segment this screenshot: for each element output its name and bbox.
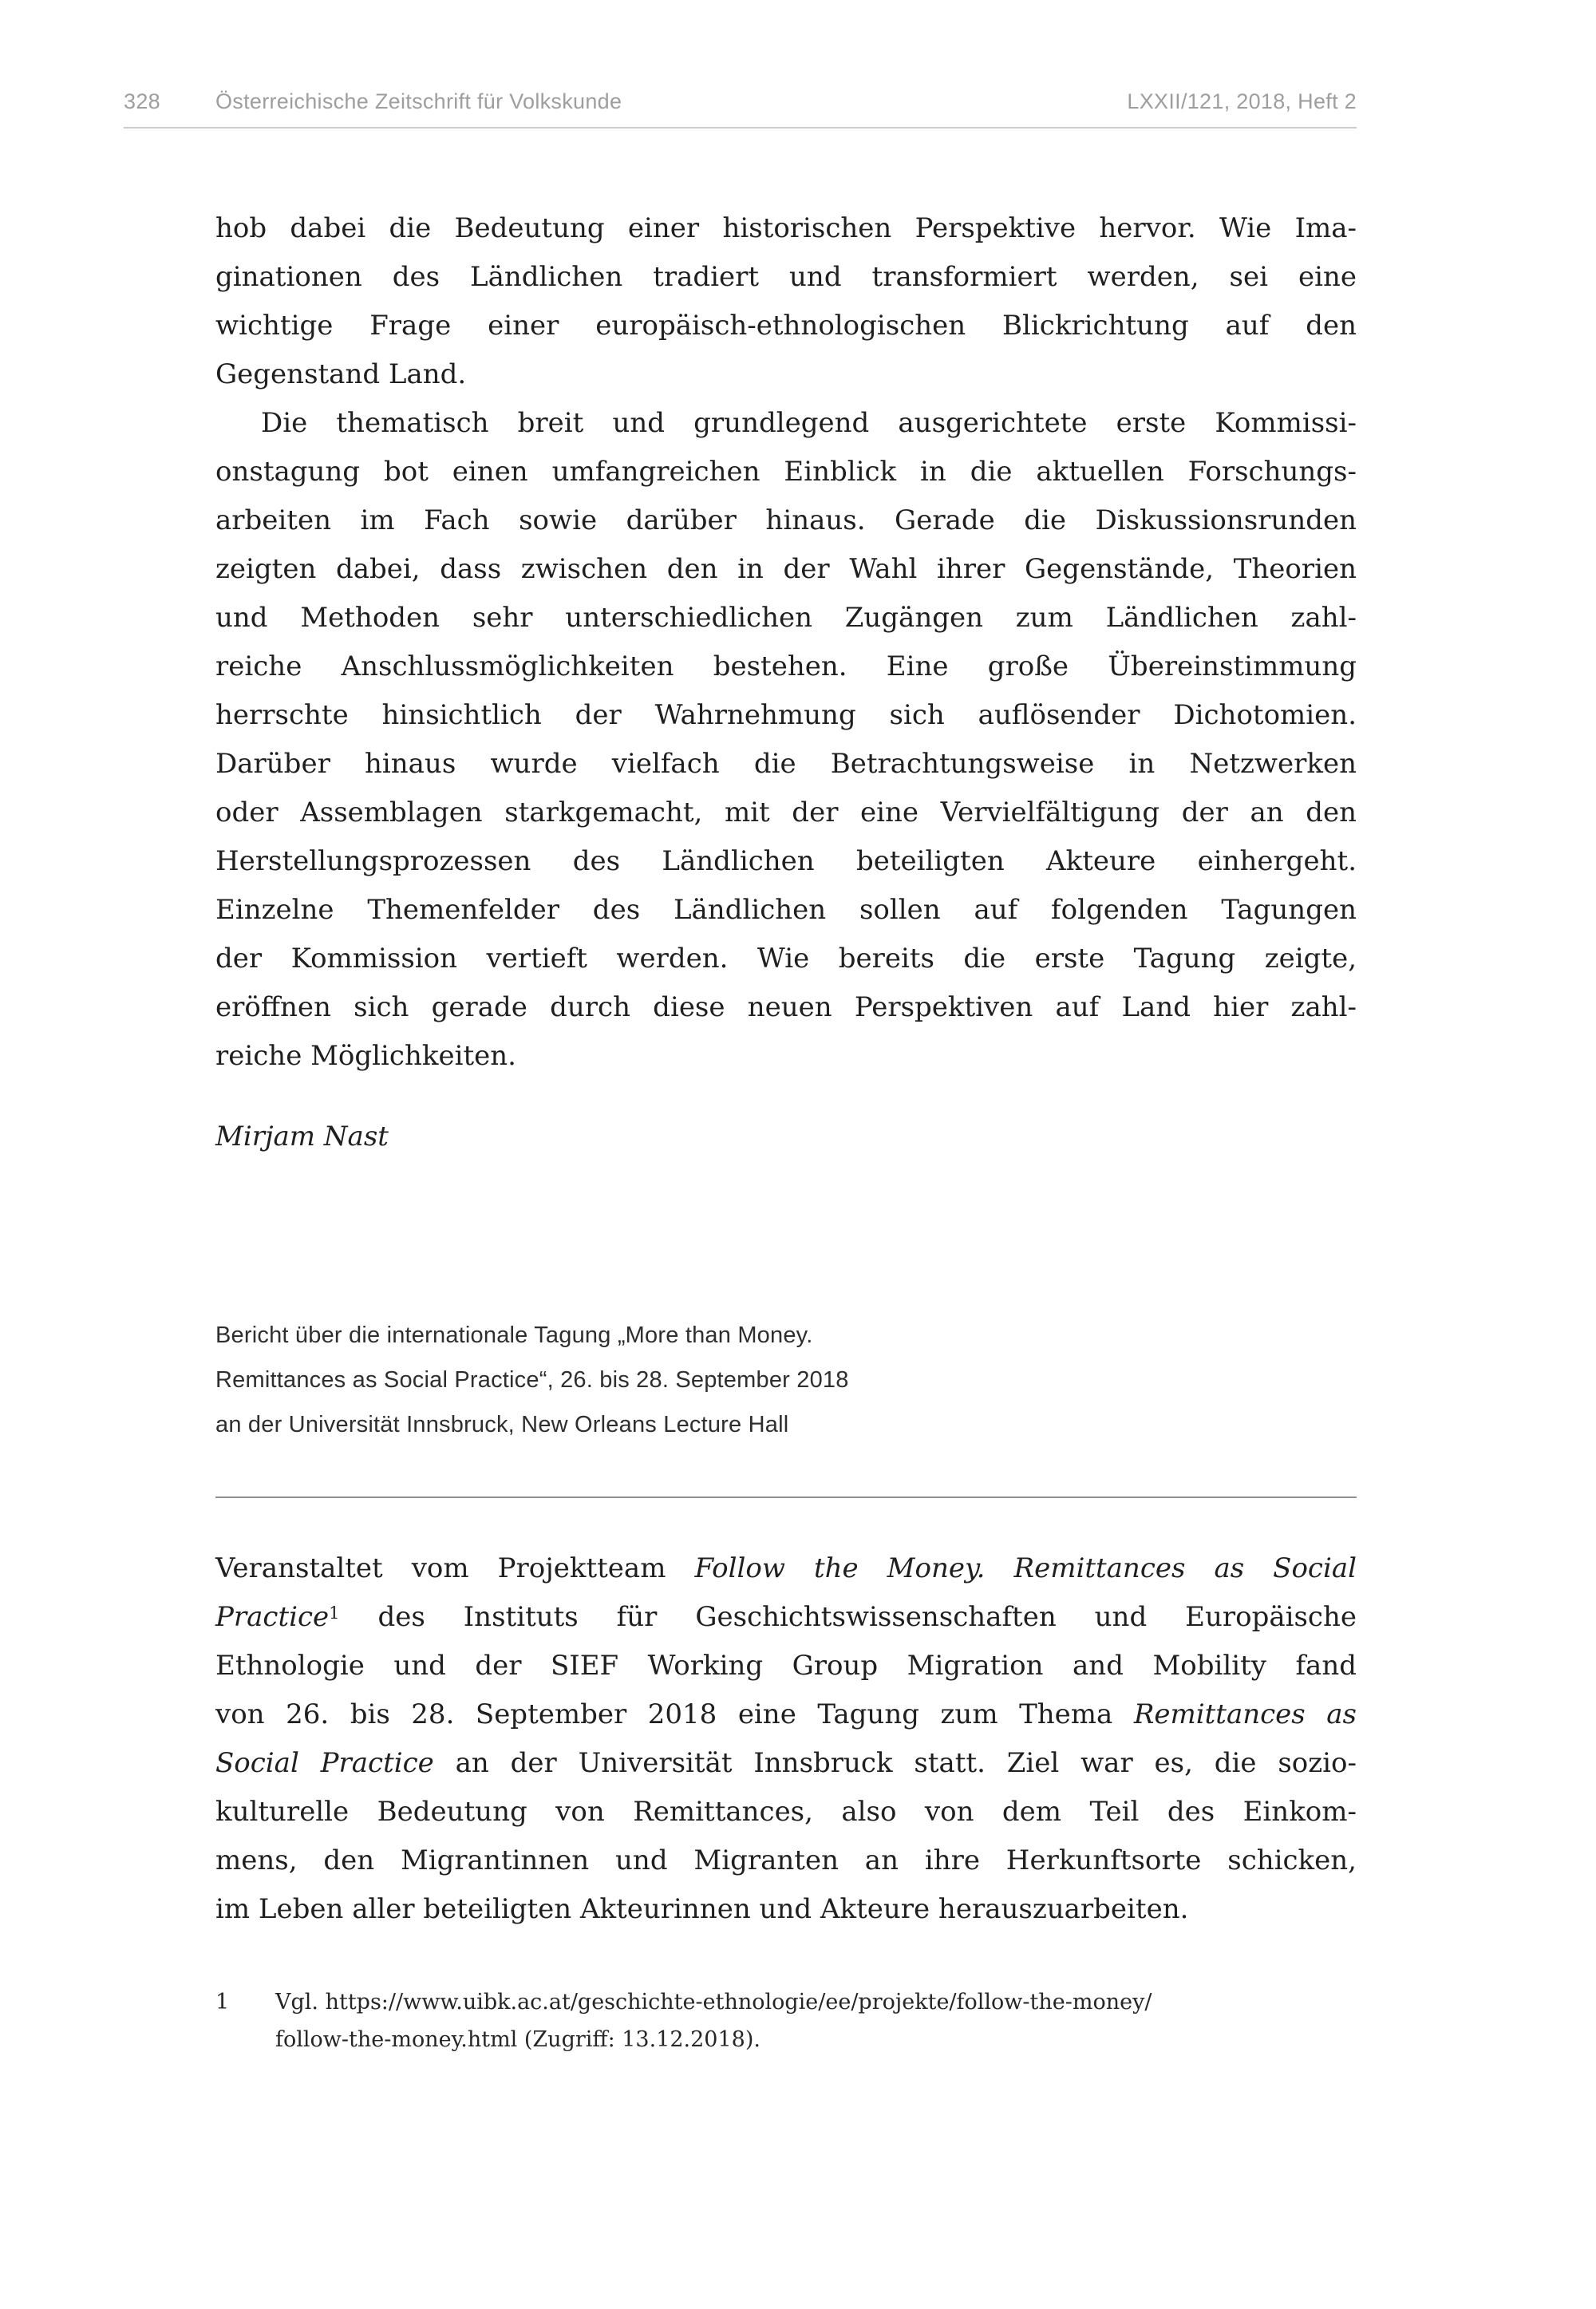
heading-line: an der Universität Innsbruck, New Orleans Lecture Hall	[215, 1412, 789, 1437]
text-segment: der Kommission vertieft werden. Wie bereits die erste Tagung zeigte,	[215, 943, 1357, 975]
text-line	[215, 253, 1357, 302]
text-line	[215, 1593, 1357, 1642]
footnote	[215, 1983, 1357, 2058]
text-segment: follow-the-money.html (Zugriff: 13.12.2018).	[275, 2027, 760, 2052]
text-segment: mens, den Migrantinnen und Migranten an ihre Herkunftsorte schicken,	[215, 1844, 1357, 1876]
section-heading	[215, 1313, 1357, 1447]
paragraph	[215, 204, 1357, 399]
text-segment: Veranstaltet vom Projektteam	[215, 1552, 695, 1584]
text-segment: Vgl. https://www.uibk.ac.at/geschichte-ethnologie/ee/projekte/follow-the-money/	[275, 1990, 1152, 2014]
text-line	[275, 1983, 1357, 2021]
text-line	[215, 545, 1357, 594]
text-line	[215, 1544, 1357, 1593]
header-rule	[124, 127, 1357, 128]
text-line	[215, 350, 1357, 399]
text-segment: und Methoden sehr unterschiedlichen Zugängen zum Ländlichen zahl-	[215, 602, 1357, 634]
text-segment: ginationen des Ländlichen tradiert und transformiert werden, sei eine	[215, 261, 1357, 293]
text-segment: arbeiten im Fach sowie darüber hinaus. Gerade die Diskussionsrunden	[215, 504, 1357, 536]
section-rule	[215, 1497, 1357, 1498]
text-segment: Die thematisch breit und grundlegend ausgerichtete erste Kommissi-	[261, 407, 1357, 439]
page-header	[124, 89, 1357, 114]
text-line	[215, 204, 1357, 253]
text-segment: von 26. bis 28. September 2018 eine Tagung zum Thema	[215, 1698, 1134, 1730]
text-line	[215, 642, 1357, 691]
footnote-reference: 1	[329, 1602, 340, 1623]
text-line	[275, 2021, 1357, 2058]
text-line	[215, 789, 1357, 837]
text-segment: eröffnen sich gerade durch diese neuen Perspektiven auf Land hier zahl-	[215, 991, 1357, 1023]
text-segment: Social Practice	[215, 1747, 434, 1779]
text-line	[215, 1739, 1357, 1788]
text-line	[215, 837, 1357, 886]
text-line	[215, 594, 1357, 642]
text-line	[215, 1690, 1357, 1739]
text-segment: an der Universität Innsbruck statt. Ziel war es, die sozio-	[433, 1747, 1357, 1779]
paragraph	[215, 1544, 1357, 1934]
text-segment: zeigten dabei, dass zwischen den in der Wahl ihrer Gegenstände, Theorien	[215, 553, 1357, 585]
text-line	[215, 1837, 1357, 1885]
text-segment: kulturelle Bedeutung von Remittances, also von dem Teil des Einkom-	[215, 1796, 1357, 1828]
conference-report	[215, 1313, 1357, 2058]
text-segment: reiche Möglichkeiten.	[215, 1040, 516, 1072]
paragraph	[215, 399, 1357, 1081]
footnote-text	[275, 1983, 1357, 2058]
report-previous-conclusion	[215, 204, 1357, 1161]
text-segment: herrschte hinsichtlich der Wahrnehmung sich auflösender Dichotomien.	[215, 699, 1357, 731]
text-line	[215, 302, 1357, 350]
footnote-number: 1	[215, 1990, 230, 2014]
text-segment: oder Assemblagen starkgemacht, mit der eine Vervielfältigung der an den	[215, 797, 1357, 828]
text-segment: reiche Anschlussmöglichkeiten bestehen. Eine große Übereinstimmung	[215, 650, 1357, 682]
text-segment: im Leben aller beteiligten Akteurinnen und Akteure herauszuarbeiten.	[215, 1893, 1189, 1925]
text-line	[215, 1642, 1357, 1690]
text-line	[215, 399, 1357, 448]
text-segment: hob dabei die Bedeutung einer historischen Perspektive hervor. Wie Ima-	[215, 212, 1357, 244]
heading-line: Remittances as Social Practice“, 26. bis 28. September 2018	[215, 1367, 849, 1393]
article-body	[215, 204, 1357, 2058]
issue-info: LXXII/121, 2018, Heft 2	[1127, 89, 1357, 113]
text-segment: onstagung bot einen umfangreichen Einblick in die aktuellen Forschungs-	[215, 456, 1357, 488]
text-segment: Practice	[215, 1601, 330, 1633]
text-line	[215, 496, 1357, 545]
text-line	[215, 1885, 1357, 1934]
text-line	[215, 1032, 1357, 1081]
text-segment: wichtige Frage einer europäisch-ethnologischen Blickrichtung auf den	[215, 310, 1357, 342]
text-line	[215, 935, 1357, 983]
text-segment: Ethnologie und der SIEF Working Group Migration and Mobility fand	[215, 1650, 1357, 1682]
text-line	[215, 1788, 1357, 1837]
text-line	[215, 691, 1357, 740]
text-segment: Darüber hinaus wurde vielfach die Betrachtungsweise in Netzwerken	[215, 748, 1357, 780]
text-segment: Gegenstand Land.	[215, 358, 467, 390]
text-line	[215, 983, 1357, 1032]
text-segment: Follow the Money. Remittances as Social	[694, 1552, 1357, 1584]
text-line	[215, 448, 1357, 496]
page-number: 328	[124, 89, 160, 113]
heading-line: Bericht über die internationale Tagung „More than Money.	[215, 1323, 813, 1348]
text-segment: Remittances as	[1133, 1698, 1357, 1730]
text-segment: des Instituts für Geschichtswissenschaften und Europäische	[339, 1601, 1357, 1633]
text-line	[215, 740, 1357, 789]
text-line	[215, 886, 1357, 935]
text-segment: Einzelne Themenfelder des Ländlichen sollen auf folgenden Tagungen	[215, 894, 1357, 926]
text-segment: Herstellungsprozessen des Ländlichen beteiligten Akteure einhergeht.	[215, 845, 1357, 877]
journal-title: Österreichische Zeitschrift für Volkskunde	[215, 89, 622, 113]
author-name: Mirjam Nast	[215, 1121, 389, 1153]
